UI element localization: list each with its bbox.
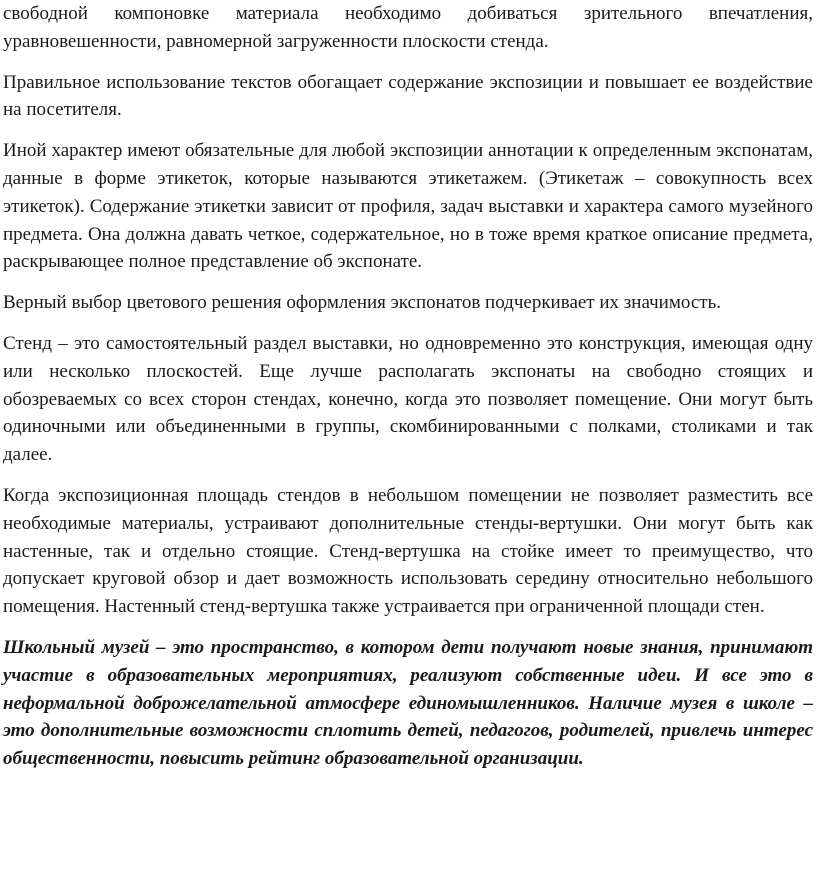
paragraph-color-choice: Верный выбор цветового решения оформления экспонатов подчеркивает их значимость. bbox=[3, 292, 721, 314]
paragraph-labels: Иной характер имеют обязательные для любой экспозиции аннотации к определенным экспонатам, данные в форме этикеток, которые называются этикетажем. (Этикетаж – совокупность всех этикеток). Содержание этикетки зависит от профиля, задач выставки и характера самого музейного предмета. Она должна давать четкое, содержательное, но в тоже время краткое описание предмета, раскрывающее полное представление об экспонате. bbox=[3, 140, 813, 273]
paragraph-rotating-stands: Когда экспозиционная площадь стендов в небольшом помещении не позволяет разместить все необходимые материалы, устраивают дополнительные стенды-вертушки. Они могут быть как настенные, так и отдельно стоящие. Стенд-вертушка на стойке имеет то преимущество, что допускает круговой обзор и дает возможность использовать середину относительно небольшого помещения. Настенный стенд-вертушка также устраивается при ограниченной площади стен. bbox=[3, 484, 813, 618]
paragraph-layout-continuation: свободной компоновке материала необходимо добиваться зрительного впечатления, уравновешенности, равномерной загруженности плоскости стенда. bbox=[3, 3, 813, 52]
paragraph-texts-usage: Правильное использование текстов обогащает содержание экспозиции и повышает ее воздействие на посетителя. bbox=[3, 71, 813, 121]
paragraph-stand: Стенд – это самостоятельный раздел выставки, но одновременно это конструкция, имеющая одну или несколько плоскостей. Еще лучше располагать экспонаты на свободно стоящих и обозреваемых со всех сторон стендах, конечно, когда это позволяет помещение. Они могут быть одиночными или объединенными в группы, скомбинированными с полками, столиками и так далее. bbox=[3, 332, 813, 466]
paragraph-school-museum-emphasis: Школьный музей – это пространство, в котором дети получают новые знания, принимают участие в образовательных мероприятиях, реализуют собственные идеи. И все это в неформальной доброжелательной атмосфере единомышленников. Наличие музея в школе – это дополнительные возможности сплотить детей, педагогов, родителей, привлечь интерес общественности, повысить рейтинг образовательной организации. bbox=[3, 636, 813, 770]
